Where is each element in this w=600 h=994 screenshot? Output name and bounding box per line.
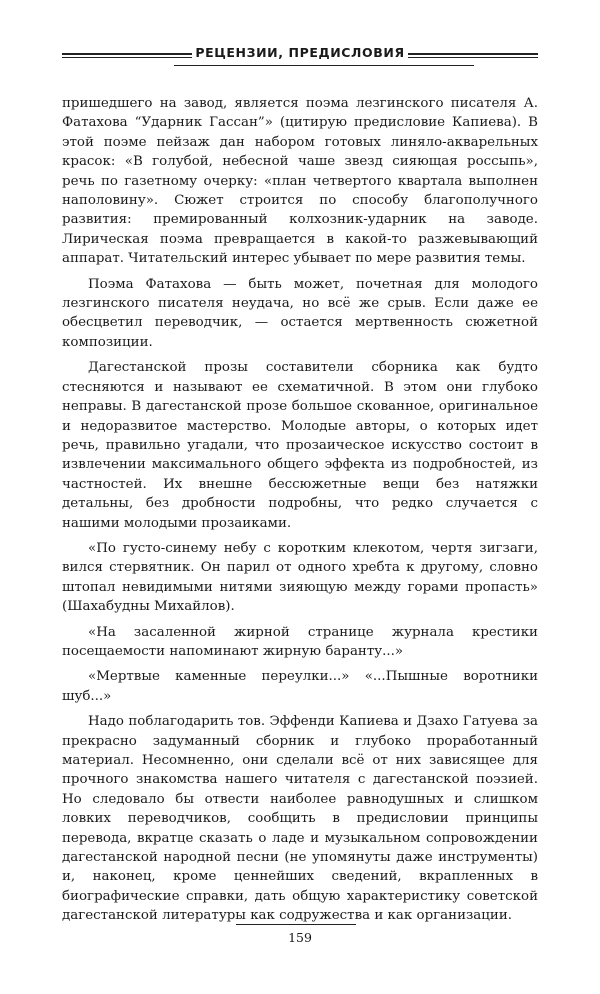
paragraph: Дагестанской прозы составители сборника как будто стесняются и называют ее схематичной. В этом они глубоко неправы. В дагестанской прозе большое скованное, оригинальное и недоразвитое мастерство. Молодые авторы, о которых идет речь, правильно угадали, что прозаическое искусство состоит в извлечении максимального общего эффекта из подробностей, из частностей. Их внешне бессюжетные вещи без натяжки детальны, без дробности подробны, что редко случается с нашими молодыми прозаиками. xyxy=(62,360,538,531)
body-text xyxy=(62,94,538,932)
header-rule-right xyxy=(408,53,538,58)
paragraph: Поэма Фатахова — быть может, почетная для молодого лезгинского писателя неудача, но всё же срыв. Если даже ее обесцветил переводчик, — остается мертвенность сюжетной композиции. xyxy=(62,276,538,350)
running-header-title: РЕЦЕНЗИИ, ПРЕДИСЛОВИЯ xyxy=(195,45,405,60)
paragraph: Надо поблагодарить тов. Эффенди Капиева и Дзахо Гатуева за прекрасно задуманный сборник и глубоко проработанный материал. Несомненно, они сделали всё от них зависящее для прочного знакомства нашего читателя с дагестанской поэзией. Но следовало бы отвести наиболее равнодушных и слишком ловких переводчиков, сообщить в предисловии принципы перевода, вкратце сказать о ладе и музыкальном сопровождении дагестанской народной песни (не упомянуты даже инструменты) и, наконец, кроме ценнейших сведений, вкрапленных в биографические справки, дать общую характеристику советской дагестанской литературы как содружества и как организации. xyxy=(62,714,538,924)
page-number: 159 xyxy=(288,930,312,945)
quote-paragraph: «По густо-синему небу с коротким клекотом, чертя зигзаги, вился стервятник. Он парил от одного хребта к другому, словно штопал невидимыми нитями зияющую между горами пропасть» (Шахабудны Михайлов). xyxy=(62,540,538,615)
quote-paragraph: «На засаленной жирной странице журнала крестики посещаемости напоминают жирную баранту...» xyxy=(62,624,538,659)
quote-paragraph: «Мертвые каменные переулки...» «...Пышные воротники шуб...» xyxy=(62,669,538,704)
running-header xyxy=(62,44,538,72)
header-underline xyxy=(174,65,474,66)
footer-rule xyxy=(236,924,356,925)
header-rule-left xyxy=(62,53,192,58)
paragraph: пришедшего на завод, является поэма лезгинского писателя А. Фатахова “Ударник Гассан”» (цитирую предисловие Капиева). В этой поэме пейзаж дан набором готовых линяло-акварельных красок: «В голубой, небесной чаше звезд сияющая россыпь», речь по газетному очерку: «план четвертого квартала выполнен наполовину». Сюжет строится по способу благополучного развития: премированный колхозник-ударник на заводе. Лирическая поэма превращается в какой-то разжевывающий аппарат. Читательский интерес убывает по мере развития темы. xyxy=(62,96,538,267)
